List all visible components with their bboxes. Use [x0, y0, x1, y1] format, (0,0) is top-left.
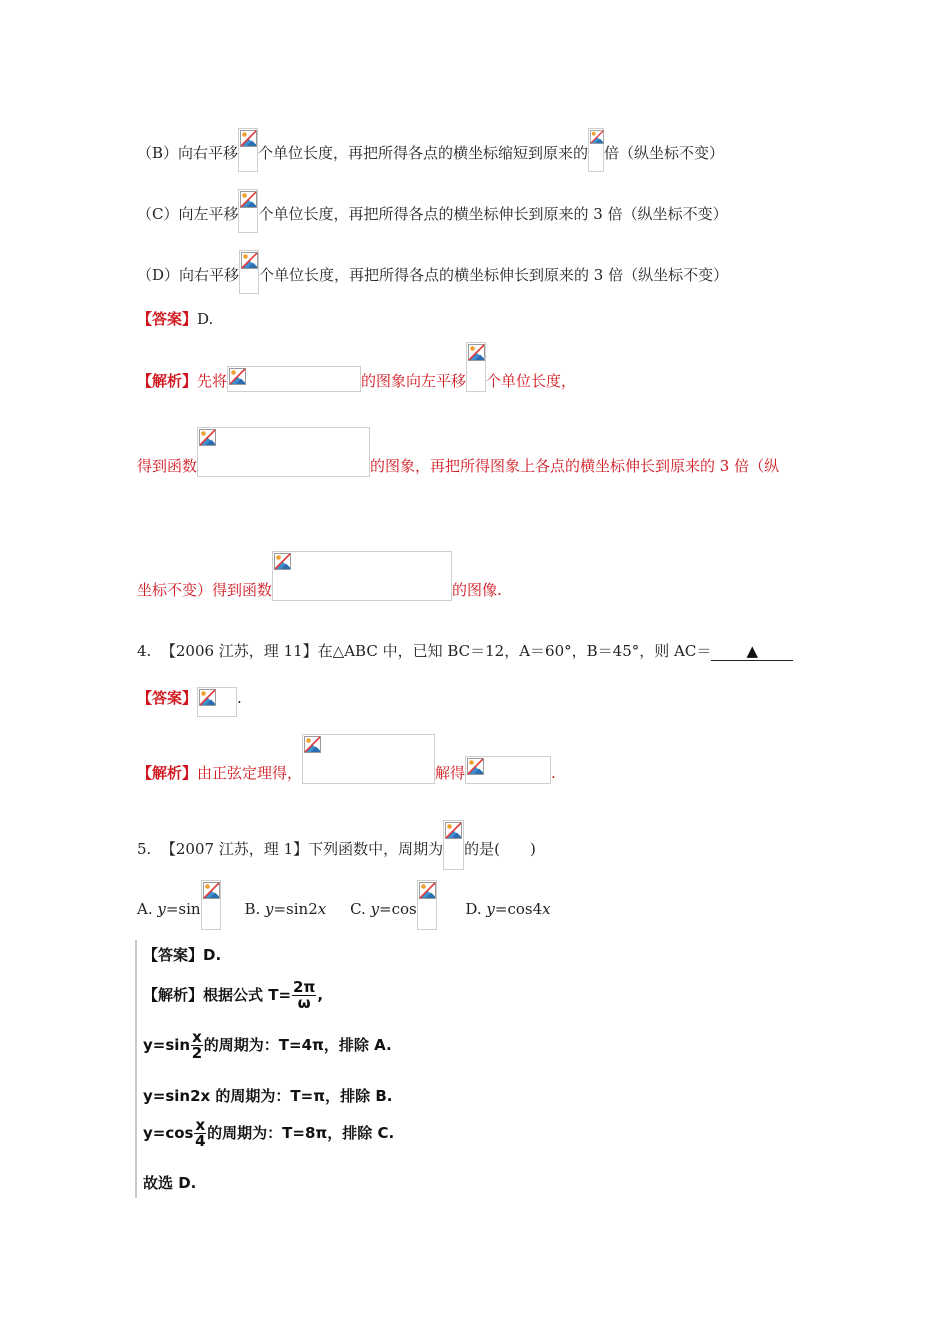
- triangle-icon: ▲: [746, 642, 759, 660]
- answer-blank[interactable]: [711, 642, 793, 661]
- conclusion-row: 故选 D.: [143, 1174, 197, 1192]
- analysis-row: y=sin2x 的周期为：T=π，排除 B.: [143, 1087, 393, 1105]
- broken-image-icon: [199, 689, 216, 706]
- broken-image-icon: [304, 736, 321, 753]
- answer-explanation-box: [135, 940, 433, 1198]
- option-c-label: （C）向左平移: [137, 205, 239, 223]
- analysis-text: 得到函数: [137, 457, 198, 475]
- q5-choices: [137, 880, 551, 934]
- choice-d[interactable]: D. y=cos4x: [465, 900, 551, 918]
- question-text: 的是( ): [464, 840, 536, 858]
- broken-image-icon: [241, 252, 258, 269]
- option-b: [137, 128, 724, 172]
- q4-answer: [137, 682, 242, 717]
- option-b-label: （B）向右平移: [137, 144, 239, 162]
- analysis-tag: 【解析】: [137, 764, 198, 782]
- q4-analysis: [137, 734, 556, 798]
- question-number: 5.: [137, 840, 152, 858]
- analysis-tag: 【解析】: [137, 372, 198, 390]
- analysis-text: 坐标不变）得到函数: [137, 581, 273, 599]
- question-text: 下列函数中，周期为: [308, 840, 444, 858]
- broken-image-icon: [468, 344, 485, 361]
- answer-end: .: [237, 689, 242, 707]
- option-c: [137, 189, 728, 233]
- q3-analysis-line-2: [137, 427, 779, 491]
- formula-image: [302, 734, 435, 784]
- fraction: $\frac{x}{4}$: [195, 1116, 206, 1150]
- broken-image-icon: [445, 822, 462, 839]
- answer-tag: 【答案】: [137, 689, 198, 707]
- broken-image-icon: [274, 553, 291, 570]
- q3-answer: [137, 308, 213, 329]
- analysis-text: 的图象向左平移: [361, 372, 467, 390]
- q3-analysis-line-3: [137, 551, 502, 615]
- formula-image: [197, 427, 370, 477]
- analysis-text: 个单位长度，: [486, 372, 577, 390]
- formula-image: [201, 880, 221, 930]
- q3-analysis-line-1: [137, 342, 576, 406]
- analysis-text: 先将: [197, 372, 228, 390]
- analysis-row: y=sin $\frac{x}{2}$ 的周期为：T=4π，排除 A.: [143, 1028, 392, 1062]
- option-b-mid: 个单位长度，再把所得各点的横坐标缩短到原来的: [258, 144, 589, 162]
- question-number: 4.: [137, 642, 152, 660]
- analysis-text: .: [551, 764, 556, 782]
- option-d-label: （D）向右平移: [137, 266, 240, 284]
- formula-image: [239, 250, 259, 294]
- option-d: [137, 250, 728, 294]
- answer-tag: 【答案】: [137, 310, 198, 328]
- choice-c[interactable]: C. y=cos: [350, 900, 437, 918]
- analysis-row: y=cos $\frac{x}{4}$ 的周期为：T=8π，排除 C.: [143, 1116, 395, 1150]
- formula-image: [238, 128, 258, 172]
- option-c-end: 个单位长度，再把所得各点的横坐标伸长到原来的 3 倍（纵坐标不变）: [258, 205, 728, 223]
- formula-image: [272, 551, 452, 601]
- analysis-row: 【解析】根据公式 T= $\frac{2\pi}{\omega}$ ,: [143, 978, 324, 1012]
- question-source: 【2007 江苏，理 1】: [160, 840, 309, 858]
- broken-image-icon: [229, 368, 246, 385]
- option-d-end: 个单位长度，再把所得各点的横坐标伸长到原来的 3 倍（纵坐标不变）: [259, 266, 729, 284]
- fraction: $\frac{2\pi}{\omega}$: [293, 978, 316, 1012]
- formula-image: [465, 756, 551, 784]
- broken-image-icon: [419, 882, 436, 899]
- answer-row: 【答案】D.: [143, 946, 222, 964]
- analysis-text: 的图象，再把所得图象上各点的横坐标伸长到原来的 3 倍（纵: [370, 457, 780, 475]
- formula-image: [443, 820, 464, 870]
- choice-b[interactable]: B. y=sin2x: [244, 900, 327, 918]
- analysis-text: 的图像.: [452, 581, 502, 599]
- broken-image-icon: [467, 758, 484, 775]
- question-source: 【2006 江苏，理 11】: [160, 642, 318, 660]
- answer-value: D.: [197, 310, 214, 328]
- option-b-end: 倍（纵坐标不变）: [604, 144, 725, 162]
- q5-question: [137, 820, 536, 874]
- question-text: 在△ABC 中，已知 BC＝12，A＝60°，B＝45°，则 AC＝: [317, 642, 712, 660]
- formula-image: [417, 880, 437, 930]
- fraction: $\frac{x}{2}$: [191, 1028, 203, 1062]
- broken-image-icon: [203, 882, 220, 899]
- q4-question: [137, 640, 793, 661]
- formula-image: [197, 687, 237, 717]
- broken-image-icon: [590, 130, 604, 144]
- analysis-text: 解得: [435, 764, 466, 782]
- formula-image: [466, 342, 486, 392]
- formula-image: [227, 366, 361, 392]
- broken-image-icon: [240, 191, 257, 208]
- formula-image: [238, 189, 258, 233]
- choice-a[interactable]: A. y=sin: [137, 900, 221, 918]
- analysis-text: 由正弦定理得，: [197, 764, 303, 782]
- broken-image-icon: [240, 130, 257, 147]
- formula-image: [588, 128, 604, 172]
- broken-image-icon: [199, 429, 216, 446]
